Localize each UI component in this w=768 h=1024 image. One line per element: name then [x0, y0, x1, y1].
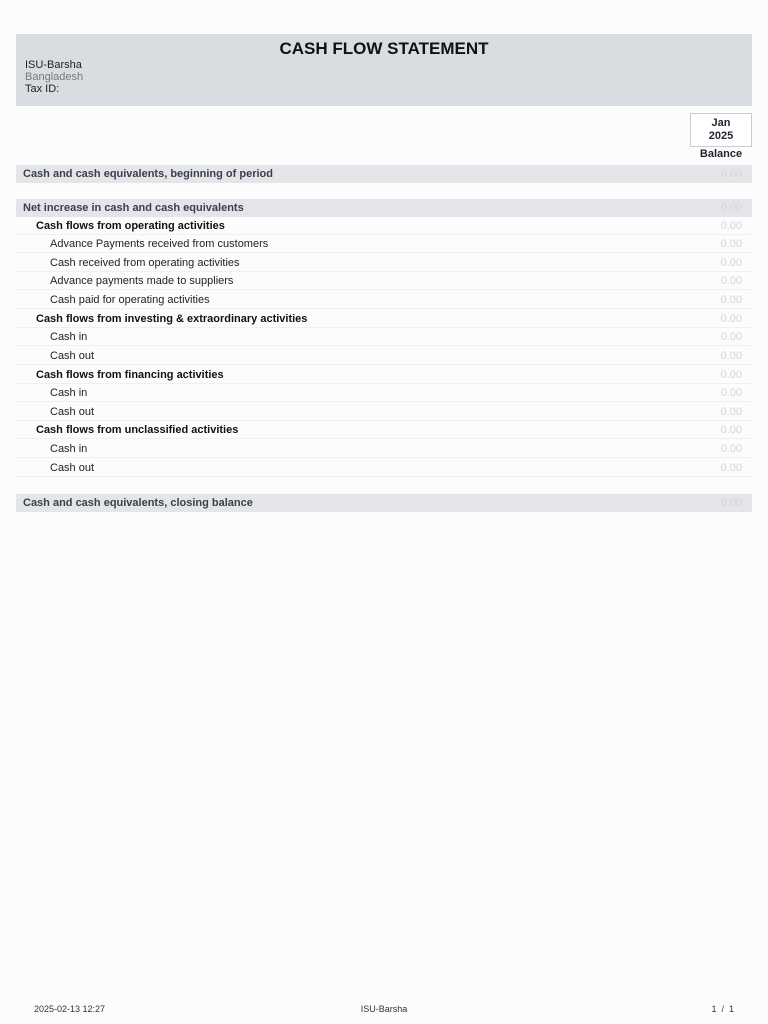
row-value: 0.00 — [720, 220, 742, 232]
row-label: Cash flows from operating activities — [36, 220, 225, 232]
table-row — [16, 459, 752, 477]
row-value: 0.00 — [720, 369, 742, 381]
row-label: Cash and cash equivalents, beginning of period — [23, 168, 273, 180]
row-label: Cash out — [50, 350, 95, 362]
row-label: Cash flows from unclassified activities — [36, 424, 239, 436]
table-row — [16, 384, 752, 402]
row-value: 0.00 — [720, 497, 742, 509]
row-label: Cash received from operating activities — [50, 257, 240, 269]
table-row — [16, 291, 752, 309]
row-label: Cash flows from financing activities — [36, 369, 224, 381]
row-label: Cash flows from investing & extraordinary activities — [36, 313, 308, 325]
row-value: 0.00 — [720, 313, 742, 325]
period-column-header — [690, 113, 752, 147]
table-row — [16, 272, 752, 290]
row-value: 0.00 — [720, 406, 742, 418]
table-row-section-financing — [16, 366, 752, 384]
row-label: Cash and cash equivalents, closing balance — [23, 497, 253, 509]
table-row — [16, 235, 752, 253]
report-title: CASH FLOW STATEMENT — [279, 39, 489, 58]
table-row-section-operating — [16, 217, 752, 235]
row-label: Cash in — [50, 443, 88, 455]
row-label: Net increase in cash and cash equivalents — [23, 202, 244, 214]
row-value: 0.00 — [720, 294, 742, 306]
company-name: ISU-Barsha — [25, 59, 82, 71]
row-label: Cash in — [50, 387, 88, 399]
footer-page-number: 1 / 1 — [711, 1004, 734, 1014]
row-value: 0.00 — [720, 238, 742, 250]
row-value: 0.00 — [720, 168, 742, 180]
period-month: Jan — [711, 117, 731, 129]
row-label: Advance payments made to suppliers — [50, 275, 234, 287]
table-row — [16, 440, 752, 458]
row-label: Advance Payments received from customers — [50, 238, 269, 250]
row-value: 0.00 — [720, 424, 742, 436]
report-header — [16, 34, 752, 106]
footer-timestamp: 2025-02-13 12:27 — [34, 1004, 106, 1014]
table-row — [16, 328, 752, 346]
row-label: Cash out — [50, 462, 95, 474]
table-row-closing-balance — [16, 494, 752, 512]
tax-id-label: Tax ID: — [25, 83, 60, 95]
table-row-section-investing — [16, 310, 752, 328]
footer-company: ISU-Barsha — [360, 1004, 408, 1014]
table-row — [16, 254, 752, 272]
table-row-opening-balance — [16, 165, 752, 183]
row-value: 0.00 — [720, 462, 742, 474]
row-label: Cash out — [50, 406, 95, 418]
company-country: Bangladesh — [25, 71, 84, 83]
row-value: 0.00 — [720, 275, 742, 287]
row-value: 0.00 — [720, 257, 742, 269]
table-row-section-unclassified — [16, 421, 752, 439]
table-row — [16, 403, 752, 421]
balance-column-label: Balance — [699, 148, 743, 160]
table-row — [16, 347, 752, 365]
table-row-net-increase — [16, 199, 752, 217]
row-label: Cash paid for operating activities — [50, 294, 210, 306]
row-label: Cash in — [50, 331, 88, 343]
row-value: 0.00 — [720, 350, 742, 362]
period-year: 2025 — [708, 130, 734, 142]
row-value: 0.00 — [720, 331, 742, 343]
row-value: 0.00 — [720, 443, 742, 455]
row-value: 0.00 — [720, 202, 742, 214]
row-value: 0.00 — [720, 387, 742, 399]
